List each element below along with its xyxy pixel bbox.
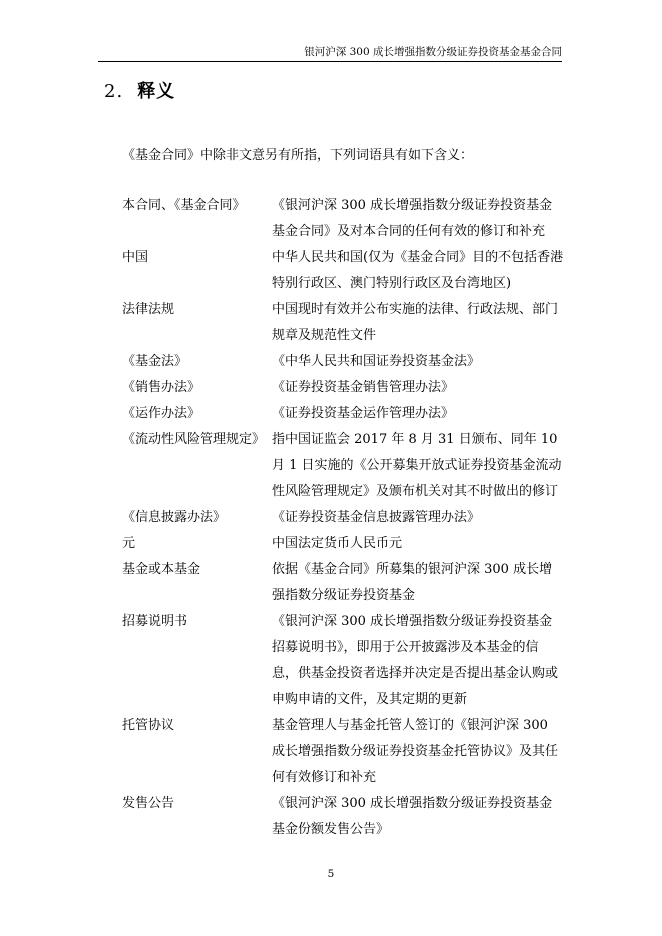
definition-term: 《运作办法》 xyxy=(122,406,201,421)
definition-desc: 中国法定货币人民币元 xyxy=(272,536,403,551)
definition-desc: 中国现时有效并公布实施的法律、行政法规、部门规章及规范性文件 xyxy=(272,302,559,343)
definition-desc: 《中华人民共和国证券投资基金法》 xyxy=(272,354,481,369)
section-heading xyxy=(104,80,175,104)
definition-desc: 指中国证监会 2017 年 8 月 31 日颁布、同年 10 月 1 日实施的《公开募集开放式证券投资基金流动性风险管理规定》及颁布机关对其不时做出的修订 xyxy=(272,432,562,499)
definition-desc: 依据《基金合同》所募集的银河沪深 300 成长增强指数分级证券投资基金 xyxy=(272,562,553,603)
definition-desc: 《银河沪深 300 成长增强指数分级证券投资基金招募说明书》，即用于公开披露涉及本基金的信息，供基金投资者选择并决定是否提出基金认购或申购申请的文件，及其定期的更新 xyxy=(272,614,559,707)
definition-desc: 《证券投资基金销售管理办法》 xyxy=(272,380,455,395)
definition-desc: 基金管理人与基金托管人签订的《银河沪深 300 成长增强指数分级证券投资基金托管协议》及其任何有效修订和补充 xyxy=(272,718,559,785)
definition-row xyxy=(122,349,564,375)
definition-term: 托管协议 xyxy=(122,718,175,733)
definition-row xyxy=(122,713,564,791)
definition-term: 法律法规 xyxy=(122,302,175,317)
definition-desc: 《银河沪深 300 成长增强指数分级证券投资基金基金份额发售公告》 xyxy=(272,796,553,837)
definition-term: 基金或本基金 xyxy=(122,562,201,577)
definition-term: 本合同、《基金合同》 xyxy=(122,198,246,213)
definition-term: 《流动性风险管理规定》 xyxy=(122,432,266,447)
definition-term: 《信息披露办法》 xyxy=(122,510,227,525)
definition-desc: 中华人民共和国(仅为《基金合同》目的不包括香港特别行政区、澳门特别行政区及台湾地区) xyxy=(272,250,564,291)
definition-row xyxy=(122,505,564,531)
definition-term: 中国 xyxy=(122,250,149,265)
definition-row xyxy=(122,791,564,843)
section-number: 2. xyxy=(104,81,124,102)
intro-paragraph: 《基金合同》中除非文意另有所指，下列词语具有如下含义： xyxy=(122,148,474,163)
definition-row xyxy=(122,531,564,557)
definition-row xyxy=(122,245,564,297)
definition-row xyxy=(122,427,564,505)
definition-row xyxy=(122,193,564,245)
definitions-list xyxy=(122,193,564,843)
definition-term: 招募说明书 xyxy=(122,614,188,629)
running-header: 银河沪深 300 成长增强指数分级证券投资基金基金合同 xyxy=(304,46,562,58)
definition-row xyxy=(122,375,564,401)
definition-row xyxy=(122,297,564,349)
definition-term: 发售公告 xyxy=(122,796,175,811)
definition-term: 《基金法》 xyxy=(122,354,188,369)
definition-desc: 《证券投资基金信息披露管理办法》 xyxy=(272,510,481,525)
definition-term: 《销售办法》 xyxy=(122,380,201,395)
page-number: 5 xyxy=(327,868,335,880)
header-divider xyxy=(98,61,562,62)
definition-row xyxy=(122,609,564,713)
definition-term: 元 xyxy=(122,536,136,551)
definition-desc: 《银河沪深 300 成长增强指数分级证券投资基金基金合同》及对本合同的任何有效的修订和补充 xyxy=(272,198,553,239)
section-title-text: 释义 xyxy=(137,81,176,102)
definition-desc: 《证券投资基金运作管理办法》 xyxy=(272,406,455,421)
definition-row xyxy=(122,401,564,427)
definition-row xyxy=(122,557,564,609)
